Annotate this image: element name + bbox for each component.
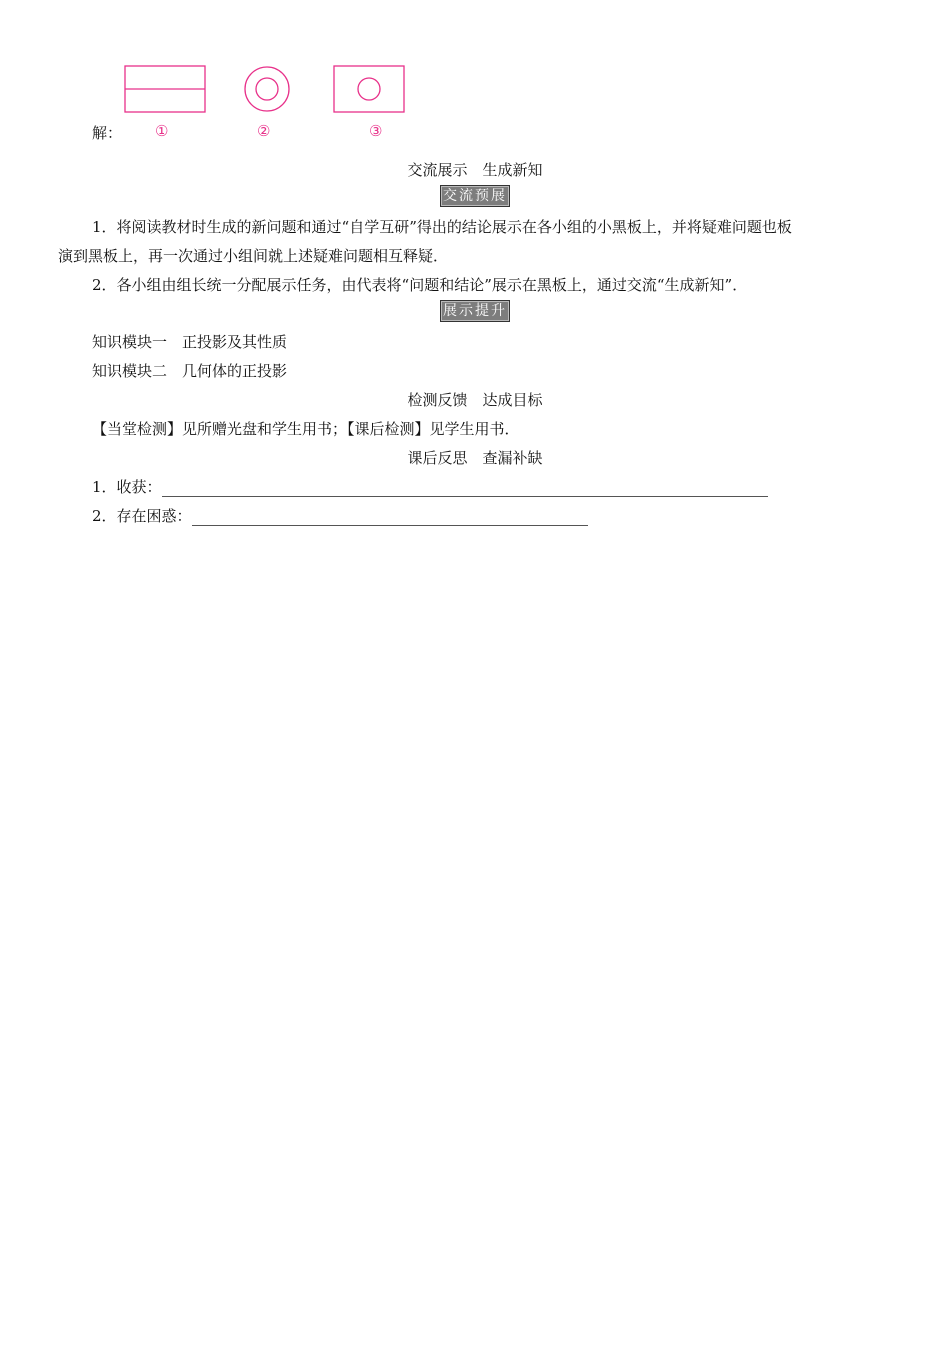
badge-show-improve: 展示提升 [440, 300, 510, 322]
figure-label-3: ③ [369, 122, 383, 140]
projection-figures [110, 60, 530, 140]
check-instructions: 【当堂检测】见所赠光盘和学生用书；【课后检测】见学生用书． [92, 420, 520, 438]
paragraph-1-line-2: 演到黑板上，再一次通过小组间就上述疑难问题相互释疑． [58, 247, 449, 265]
paragraph-2: 2．各小组由组长统一分配展示任务，由代表将“问题和结论”展示在黑板上，通过交流“生成新知”． [92, 276, 748, 294]
gains-blank-line [162, 482, 768, 497]
reflection-gains [92, 476, 768, 497]
figure-2-concentric-circles [245, 67, 289, 111]
reflection-confusion-label: 2．存在困惑： [92, 507, 192, 525]
figure-label-2: ② [257, 122, 271, 140]
knowledge-module-1: 知识模块一 正投影及其性质 [92, 333, 288, 351]
section-title-check: 检测反馈 达成目标 [407, 391, 543, 409]
reflection-confusion [92, 505, 588, 526]
figure-prefix: 解： [92, 124, 123, 142]
section-title-exchange: 交流展示 生成新知 [407, 161, 543, 179]
badge-exchange-preview: 交流预展 [440, 185, 510, 207]
figure-1-rectangle-split [125, 66, 205, 112]
knowledge-module-2: 知识模块二 几何体的正投影 [92, 362, 288, 380]
paragraph-1-line-1: 1．将阅读教材时生成的新问题和通过“自学互研”得出的结论展示在各小组的小黑板上，并将疑难问题也板 [92, 218, 792, 236]
figure-3-rect-with-circle [334, 66, 404, 112]
figure-label-1: ① [155, 122, 169, 140]
confusion-blank-line [192, 511, 588, 526]
reflection-gains-label: 1．收获： [92, 478, 162, 496]
section-title-reflection: 课后反思 查漏补缺 [407, 449, 543, 467]
